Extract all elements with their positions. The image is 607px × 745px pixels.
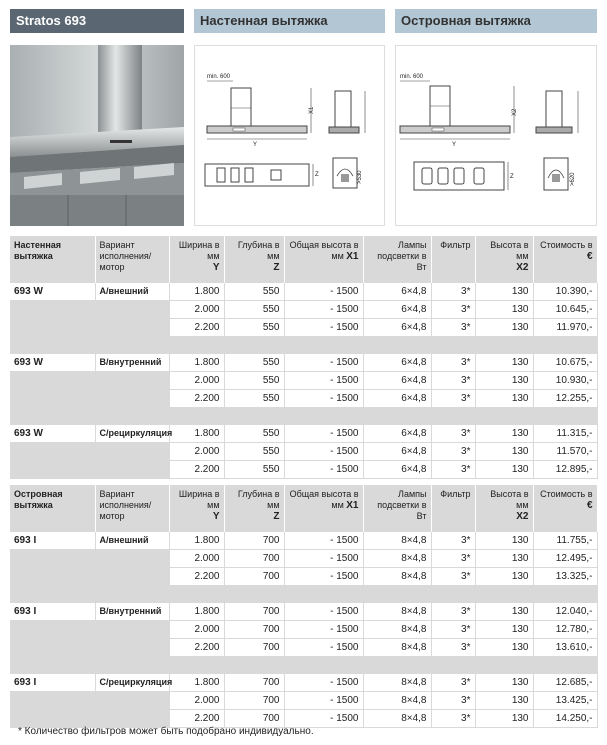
hood-height-cell: 130 — [475, 425, 533, 443]
col-price: Стоимость в € — [533, 485, 597, 532]
filter-cell: 3* — [431, 532, 475, 550]
island-hood-diagram — [395, 45, 597, 226]
z-label: Z — [510, 174, 514, 180]
model-cell — [10, 550, 95, 568]
model-cell: 693 I — [10, 532, 95, 550]
col-height: Общая высота в мм X1 — [284, 236, 363, 283]
variant-cell — [95, 301, 169, 319]
depth-cell: 700 — [224, 603, 284, 621]
table-row — [10, 532, 597, 550]
lamps-cell: 8×4,8 — [363, 568, 431, 586]
depth-cell: 550 — [224, 283, 284, 301]
hood-height-cell: 130 — [475, 621, 533, 639]
col-price: Стоимость в € — [533, 236, 597, 283]
depth-cell: 700 — [224, 674, 284, 692]
group-separator — [10, 586, 597, 603]
variant-cell: А/внешний — [95, 532, 169, 550]
lamps-cell: 8×4,8 — [363, 674, 431, 692]
variant-cell — [95, 319, 169, 337]
table-row — [10, 390, 597, 408]
model-cell — [10, 621, 95, 639]
variant-cell — [95, 568, 169, 586]
model-cell — [10, 461, 95, 479]
filter-cell: 3* — [431, 425, 475, 443]
width-cell: 2.000 — [169, 550, 224, 568]
table-row — [10, 425, 597, 443]
price-cell: 11.755,- — [533, 532, 597, 550]
width-cell: 2.000 — [169, 301, 224, 319]
group-separator — [10, 337, 597, 354]
depth-cell: 700 — [224, 692, 284, 710]
price-cell: 12.685,- — [533, 674, 597, 692]
depth-cell: 700 — [224, 568, 284, 586]
variant-cell — [95, 461, 169, 479]
price-cell: 12.495,- — [533, 550, 597, 568]
filter-cell: 3* — [431, 674, 475, 692]
model-cell: 693 W — [10, 283, 95, 301]
model-cell — [10, 319, 95, 337]
depth-cell: 700 — [224, 532, 284, 550]
lamps-cell: 6×4,8 — [363, 443, 431, 461]
z-label: Z — [315, 172, 319, 178]
height-cell: - 1500 — [284, 532, 363, 550]
hood-height-cell: 130 — [475, 301, 533, 319]
hood-height-cell: 130 — [475, 532, 533, 550]
lamps-cell: 8×4,8 — [363, 639, 431, 657]
height-cell: - 1500 — [284, 319, 363, 337]
width-cell: 1.800 — [169, 425, 224, 443]
table-row — [10, 550, 597, 568]
wall-hood-diagram — [194, 45, 385, 226]
col-height: Общая высота в мм X1 — [284, 485, 363, 532]
filter-cell: 3* — [431, 550, 475, 568]
height-cell: - 1500 — [284, 443, 363, 461]
filter-cell: 3* — [431, 692, 475, 710]
model-cell — [10, 301, 95, 319]
table-row — [10, 461, 597, 479]
width-cell: 2.000 — [169, 621, 224, 639]
variant-cell — [95, 710, 169, 728]
table-row — [10, 621, 597, 639]
hood-height-cell: 130 — [475, 319, 533, 337]
lamps-cell: 8×4,8 — [363, 710, 431, 728]
width-cell: 1.800 — [169, 283, 224, 301]
price-cell: 13.325,- — [533, 568, 597, 586]
model-cell — [10, 568, 95, 586]
hood-height-cell: 130 — [475, 390, 533, 408]
hood-height-cell: 130 — [475, 443, 533, 461]
lamps-cell: 6×4,8 — [363, 461, 431, 479]
price-cell: 10.390,- — [533, 283, 597, 301]
width-cell: 2.200 — [169, 461, 224, 479]
lamps-cell: 8×4,8 — [363, 603, 431, 621]
model-title: Stratos 693 — [10, 9, 184, 33]
lamps-cell: 6×4,8 — [363, 283, 431, 301]
filter-cell: 3* — [431, 639, 475, 657]
depth-cell: 550 — [224, 443, 284, 461]
depth-cell: 550 — [224, 372, 284, 390]
depth-cell: 550 — [224, 354, 284, 372]
lamps-cell: 6×4,8 — [363, 354, 431, 372]
col-variant: Вариант исполнения/ мотор — [95, 485, 169, 532]
hood-height-cell: 130 — [475, 603, 533, 621]
height-cell: - 1500 — [284, 603, 363, 621]
lamps-cell: 8×4,8 — [363, 532, 431, 550]
filter-cell: 3* — [431, 372, 475, 390]
variant-cell — [95, 621, 169, 639]
width-cell: 2.000 — [169, 372, 224, 390]
height-cell: - 1500 — [284, 692, 363, 710]
width-cell: 1.800 — [169, 674, 224, 692]
product-photo — [10, 45, 184, 226]
price-cell: 11.570,- — [533, 443, 597, 461]
depth-cell: 700 — [224, 710, 284, 728]
model-cell: 693 I — [10, 603, 95, 621]
height-cell: - 1500 — [284, 390, 363, 408]
variant-cell: В/внутренний — [95, 354, 169, 372]
depth-cell: 700 — [224, 621, 284, 639]
height-cell: - 1500 — [284, 354, 363, 372]
depth-cell: 700 — [224, 639, 284, 657]
table-row — [10, 674, 597, 692]
hood-height-cell: 130 — [475, 372, 533, 390]
model-cell: 693 W — [10, 354, 95, 372]
col-hood-height: Высота в мм X2 — [475, 485, 533, 532]
filter-cell: 3* — [431, 390, 475, 408]
col-width: Ширина в мм Y — [169, 485, 224, 532]
hood-height-cell: 130 — [475, 283, 533, 301]
min-label: min. 600 — [207, 74, 231, 80]
height-cell: - 1500 — [284, 568, 363, 586]
price-cell: 10.645,- — [533, 301, 597, 319]
width-cell: 1.800 — [169, 354, 224, 372]
footnote: * Количество фильтров может быть подобрано индивидуально. — [18, 726, 314, 737]
col-filter: Фильтр — [431, 236, 475, 283]
lamps-cell: 6×4,8 — [363, 372, 431, 390]
width-cell: 2.200 — [169, 390, 224, 408]
model-cell — [10, 692, 95, 710]
price-cell: 14.250,- — [533, 710, 597, 728]
hood-height-cell: 130 — [475, 639, 533, 657]
wall-hood-title: Настенная вытяжка — [194, 9, 385, 33]
variant-cell — [95, 443, 169, 461]
height-cell: - 1500 — [284, 301, 363, 319]
model-cell — [10, 710, 95, 728]
variant-cell: С/рециркуляция — [95, 674, 169, 692]
lamps-cell: 8×4,8 — [363, 550, 431, 568]
x1-label: X1 — [309, 106, 315, 114]
height-cell: - 1500 — [284, 425, 363, 443]
table-row — [10, 603, 597, 621]
filter-cell: 3* — [431, 354, 475, 372]
table-row — [10, 283, 597, 301]
table-title: Островная вытяжка — [10, 485, 95, 532]
variant-cell: С/рециркуляция — [95, 425, 169, 443]
filter-cell: 3* — [431, 603, 475, 621]
table-row — [10, 443, 597, 461]
lamps-cell: 6×4,8 — [363, 390, 431, 408]
height-cell: - 1500 — [284, 550, 363, 568]
hood-height-cell: 130 — [475, 674, 533, 692]
table-row — [10, 692, 597, 710]
table-row — [10, 354, 597, 372]
filter-cell: 3* — [431, 461, 475, 479]
hood-height-cell: 130 — [475, 354, 533, 372]
price-cell: 10.675,- — [533, 354, 597, 372]
table-row — [10, 319, 597, 337]
island-hood-table — [10, 485, 597, 722]
width-cell: 2.200 — [169, 568, 224, 586]
height-cell: - 1500 — [284, 283, 363, 301]
depth-cell: 550 — [224, 390, 284, 408]
col-depth: Глубина в мм Z — [224, 236, 284, 283]
filter-cell: 3* — [431, 283, 475, 301]
min-label: min. 600 — [400, 74, 424, 80]
x2-label: X2 — [512, 108, 518, 116]
model-cell: 693 W — [10, 425, 95, 443]
filter-cell: 3* — [431, 621, 475, 639]
price-cell: 12.040,- — [533, 603, 597, 621]
hood-height-cell: 130 — [475, 461, 533, 479]
depth-cell: 550 — [224, 425, 284, 443]
variant-cell: А/внешний — [95, 283, 169, 301]
table-row — [10, 710, 597, 728]
height-cell: - 1500 — [284, 710, 363, 728]
group-separator — [10, 657, 597, 674]
price-cell: 13.425,- — [533, 692, 597, 710]
col-width: Ширина в мм Y — [169, 236, 224, 283]
col-lamps: Лампы подсветки в Вт — [363, 236, 431, 283]
width-cell: 2.200 — [169, 319, 224, 337]
depth-cell: 550 — [224, 461, 284, 479]
depth-cell: 550 — [224, 319, 284, 337]
filter-cell: 3* — [431, 319, 475, 337]
variant-cell — [95, 692, 169, 710]
y-label: Y — [253, 142, 258, 148]
table-row — [10, 372, 597, 390]
price-cell: 10.930,- — [533, 372, 597, 390]
side-label: >620 — [570, 172, 576, 186]
filter-cell: 3* — [431, 568, 475, 586]
height-cell: - 1500 — [284, 639, 363, 657]
variant-cell — [95, 390, 169, 408]
width-cell: 2.000 — [169, 692, 224, 710]
col-variant: Вариант исполнения/ мотор — [95, 236, 169, 283]
price-cell: 12.895,- — [533, 461, 597, 479]
width-cell: 1.800 — [169, 532, 224, 550]
filter-cell: 3* — [431, 301, 475, 319]
price-cell: 13.610,- — [533, 639, 597, 657]
filter-cell: 3* — [431, 443, 475, 461]
filter-cell: 3* — [431, 710, 475, 728]
side-label: >530 — [357, 170, 363, 184]
lamps-cell: 8×4,8 — [363, 692, 431, 710]
width-cell: 1.800 — [169, 603, 224, 621]
model-cell — [10, 390, 95, 408]
width-cell: 2.200 — [169, 639, 224, 657]
model-cell: 693 I — [10, 674, 95, 692]
width-cell: 2.000 — [169, 443, 224, 461]
lamps-cell: 8×4,8 — [363, 621, 431, 639]
col-lamps: Лампы подсветки в Вт — [363, 485, 431, 532]
col-hood-height: Высота в мм X2 — [475, 236, 533, 283]
depth-cell: 700 — [224, 550, 284, 568]
table-row — [10, 639, 597, 657]
model-cell — [10, 639, 95, 657]
table-row — [10, 301, 597, 319]
col-filter: Фильтр — [431, 485, 475, 532]
wall-hood-table — [10, 236, 597, 475]
height-cell: - 1500 — [284, 372, 363, 390]
col-depth: Глубина в мм Z — [224, 485, 284, 532]
height-cell: - 1500 — [284, 674, 363, 692]
depth-cell: 550 — [224, 301, 284, 319]
model-cell — [10, 372, 95, 390]
variant-cell — [95, 639, 169, 657]
lamps-cell: 6×4,8 — [363, 301, 431, 319]
table-title: Настенная вытяжка — [10, 236, 95, 283]
hood-height-cell: 130 — [475, 692, 533, 710]
hood-height-cell: 130 — [475, 710, 533, 728]
model-cell — [10, 443, 95, 461]
price-cell: 11.315,- — [533, 425, 597, 443]
group-separator — [10, 408, 597, 425]
lamps-cell: 6×4,8 — [363, 425, 431, 443]
lamps-cell: 6×4,8 — [363, 319, 431, 337]
island-hood-title: Островная вытяжка — [395, 9, 597, 33]
height-cell: - 1500 — [284, 621, 363, 639]
y-label: Y — [452, 142, 457, 148]
variant-cell — [95, 550, 169, 568]
price-cell: 12.780,- — [533, 621, 597, 639]
hood-height-cell: 130 — [475, 550, 533, 568]
height-cell: - 1500 — [284, 461, 363, 479]
hood-height-cell: 130 — [475, 568, 533, 586]
width-cell: 2.200 — [169, 710, 224, 728]
price-cell: 12.255,- — [533, 390, 597, 408]
variant-cell: В/внутренний — [95, 603, 169, 621]
price-cell: 11.970,- — [533, 319, 597, 337]
table-row — [10, 568, 597, 586]
variant-cell — [95, 372, 169, 390]
